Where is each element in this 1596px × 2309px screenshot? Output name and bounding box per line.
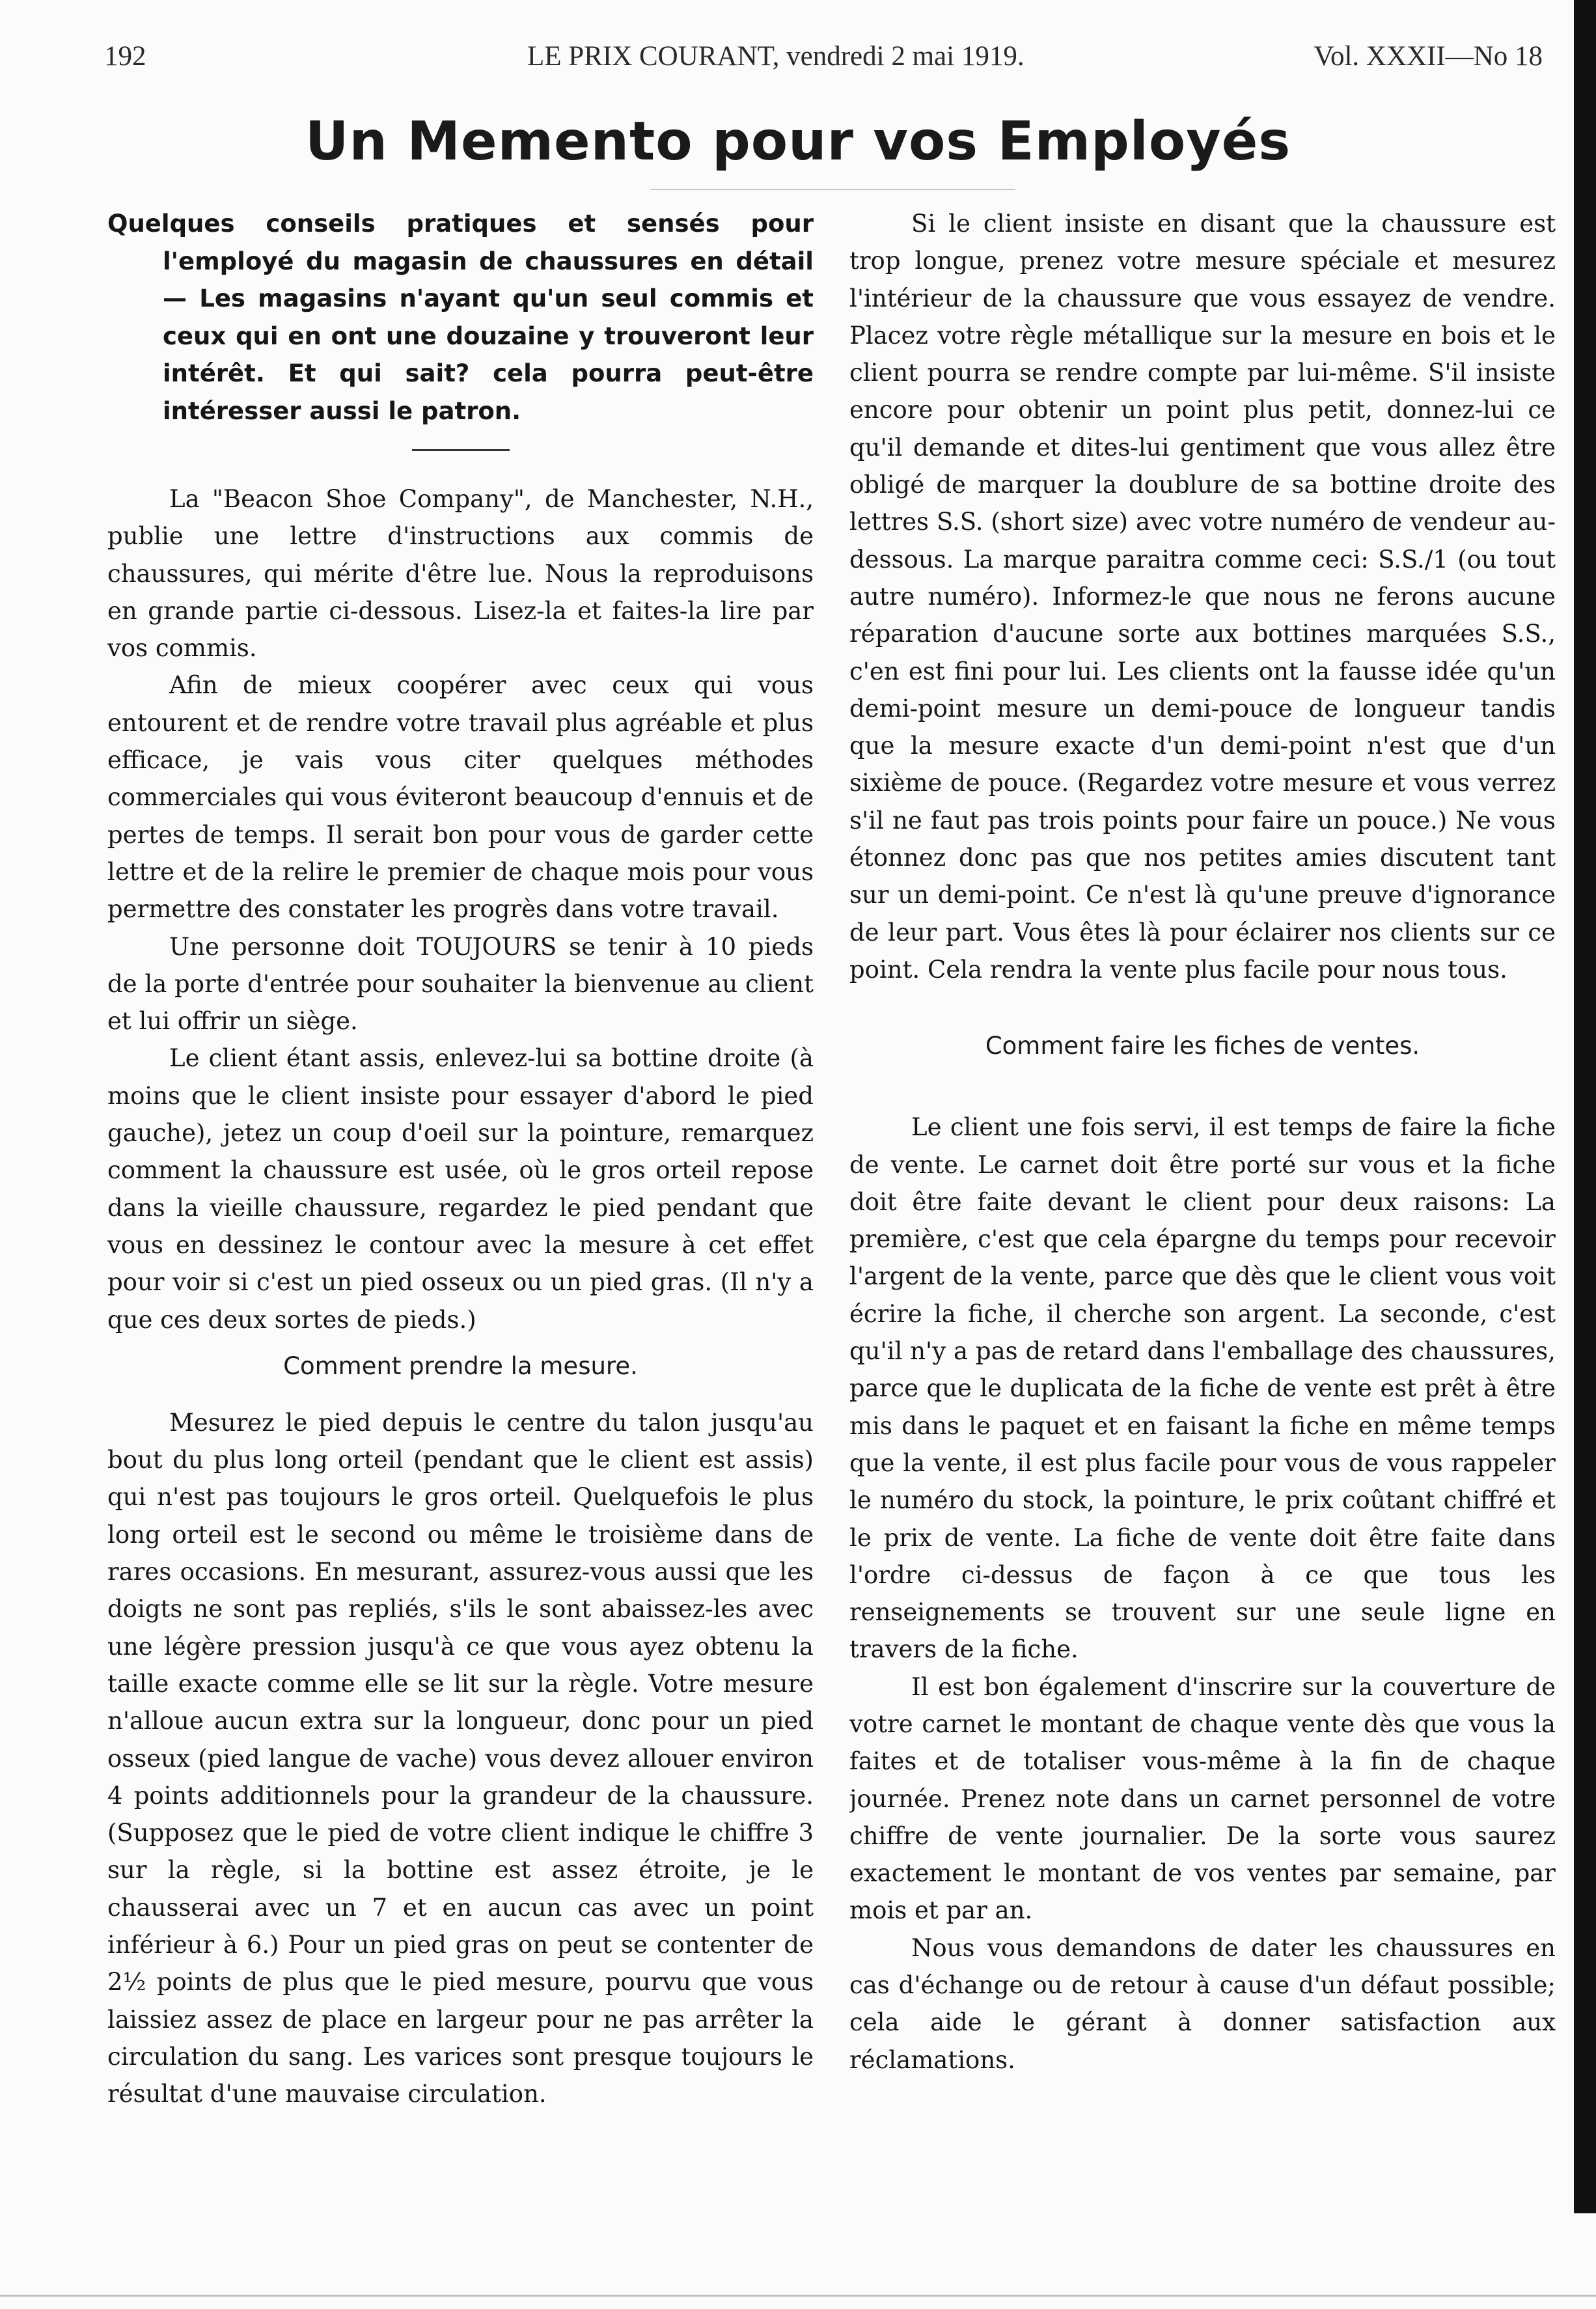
left-column — [107, 205, 814, 2256]
page-number: 192 — [104, 41, 146, 72]
intro-divider — [412, 449, 510, 451]
body-paragraph: Afin de mieux coopérer avec ceux qui vous entourent et de rendre votre travail plus agréable et plus efficace, je vais vous citer quelques méthodes commerciales qui vous éviteront beaucoup d'ennuis et de pertes de temps. Il serait bon pour vous de garder cette lettre et de la relire le premier de chaque mois pour vous permettre des constater les progrès dans votre travail. — [107, 671, 814, 924]
body-paragraph: Mesurez le pied depuis le centre du talon jusqu'au bout du plus long orteil (pendant que le client est assis) qui n'est pas toujours le gros orteil. Quelquefois le plus long orteil est le second ou même le troisième dans de rares occasions. En mesurant, assurez-vous aussi que les doigts ne sont pas repliés, s'ils le sont abaissez-les avec une légère pression jusqu'à ce que vous ayez obtenu la taille exacte comme elle se lit sur la règle. Votre mesure n'alloue aucun extra sur la longueur, donc pour un pied osseux (pied langue de vache) vous devez allouer environ 4 points additionnels pour la grandeur de la chaussure. (Supposez que le pied de votre client indique le chiffre 3 sur la règle, si la bottine est assez étroite, je le chausserai avec un 7 et en aucun cas avec un point inférieur à 6.) Pour un pied gras on peut se contenter de 2½ points de plus que le pied mesure, pourvu que vous laissiez assez de place en largeur pour ne pas arrêter la circulation du sang. Les varices sont presque toujours le résultat d'une mauvaise circulation. — [107, 1408, 814, 2109]
article-title: Un Memento pour vos Employés — [305, 111, 1291, 173]
body-paragraph: Une personne doit TOUJOURS se tenir à 10 pieds de la porte d'entrée pour souhaiter la bienvenue au client et lui offrir un siège. — [107, 932, 814, 1036]
article-intro: Quelques conseils pratiques et sensés pour l'employé du magasin de chaussures en détail — Les magasins n'ayant qu'un seul commis et ceux qui en ont une douzaine y trouveront leur intérêt. Et qui sait? cela pourra peut-être intéresser aussi le patron. — [107, 210, 814, 425]
body-paragraph: Il est bon également d'inscrire sur la couverture de votre carnet le montant de chaque vente dès que vous la faites et de totaliser vous-même à la fin de chaque journée. Prenez note dans un carnet personnel de votre chiffre de vente journalier. De la sorte vous saurez exactement le montant de vos ventes par semaine, par mois et par an. — [849, 1672, 1556, 1925]
publication-line: LE PRIX COURANT, vendredi 2 mai 1919. — [527, 41, 1025, 72]
body-paragraph: Le client une fois servi, il est temps de faire la fiche de vente. Le carnet doit être porté sur vous et la fiche doit être faite devant le client pour deux raisons: La première, c'est que cela épargne du temps pour recevoir l'argent de la vente, parce que dès que le client vous voit écrire la fiche, il cherche son argent. La seconde, c'est qu'il n'y a pas de retard dans l'emballage des chaussures, parce que le duplicata de la fiche de vente est prêt à être mis dans le paquet et en faisant la fiche en même temps que la vente, il est plus facile pour vous de vous rappeler le numéro du stock, la pointure, le prix coûtant chiffré et le prix de vente. La fiche de vente doit être faite dans l'ordre ci-dessus de façon à ce que tous les renseignements se trouvent sur une seule ligne en travers de la fiche. — [849, 1113, 1556, 1664]
body-paragraph: La "Beacon Shoe Company", de Manchester, N.H., publie une lettre d'instructions aux commis de chaussures, qui mérite d'être lue. Nous la reproduisons en grande partie ci-dessous. Lisez-la et faites-la lire par vos commis. — [107, 485, 814, 663]
volume-number: Vol. XXXII—No 18 — [1314, 41, 1543, 72]
scan-edge — [1574, 0, 1596, 2213]
right-column — [849, 205, 1556, 2256]
subheading-measure: Comment prendre la mesure. — [283, 1351, 638, 1380]
title-divider — [651, 189, 1015, 190]
body-paragraph: Nous vous demandons de dater les chaussures en cas d'échange ou de retour à cause d'un défaut possible; cela aide le gérant à donner satisfaction aux réclamations. — [849, 1933, 1556, 2074]
page-header — [104, 40, 1543, 79]
body-paragraph: Si le client insiste en disant que la chaussure est trop longue, prenez votre mesure spéciale et mesurez l'intérieur de la chaussure que vous essayez de vendre. Placez votre règle métallique sur la mesure en bois et le client pourra se rendre compte par lui-même. S'il insiste encore pour obtenir un point plus petit, donnez-lui ce qu'il demande et dites-lui gentiment que vous allez être obligé de marquer la doublure de sa bottine droite des lettres S.S. (short size) avec votre numéro de vendeur au-dessous. La marque paraitra comme ceci: S.S./1 (ou tout autre numéro). Informez-le que nous ne ferons aucune réparation d'aucune sorte aux bottines marquées S.S., c'en est fini pour lui. Les clients ont la fausse idée qu'un demi-point mesure un demi-pouce de longueur tandis que la mesure exacte d'un demi-point n'est que d'un sixième de pouce. (Regardez votre mesure et vous verrez s'il ne faut pas trois points pour faire un pouce.) Ne vous étonnez donc pas que nos petites amies discutent tant sur un demi-point. Ce n'est là qu'une preuve d'ignorance de leur part. Vous êtes là pour éclairer nos clients sur ce point. Cela rendra la vente plus facile pour nous tous. — [849, 210, 1556, 984]
body-paragraph: Le client étant assis, enlevez-lui sa bottine droite (à moins que le client insiste pour essayer d'abord le pied gauche), jetez un coup d'oeil sur la pointure, remarquez comment la chaussure est usée, où le gros orteil repose dans la vieille chaussure, regardez le pied pendant que vous en dessinez le contour avec la mesure à cet effet pour voir si c'est un pied osseux ou un pied gras. (Il n'y a que ces deux sortes de pieds.) — [107, 1044, 814, 1334]
bottom-edge-rule — [0, 2295, 1596, 2297]
subheading-sales: Comment faire les fiches de ventes. — [985, 1032, 1420, 1060]
